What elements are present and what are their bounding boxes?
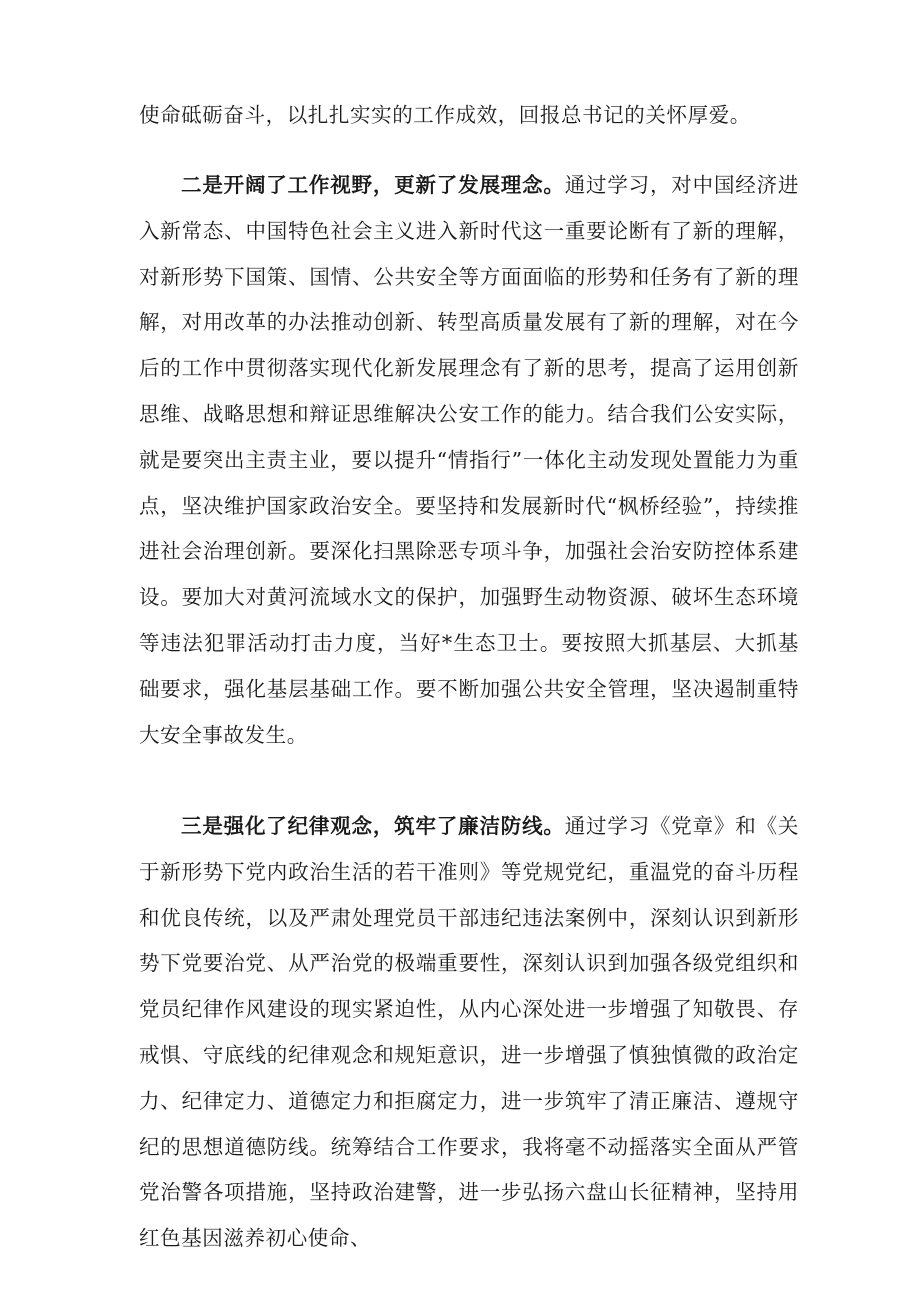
paragraph-2-lead: 二是开阔了工作视野，更新了发展理念。	[181, 173, 565, 197]
paragraph-3-body: 通过学习《党章》和《关于新形势下党内政治生活的若干准则》等党规党纪，重温党的奋斗历程和优良传统，以及严肃处理党员干部违纪违法案例中，深刻认识到新形势下党要治党、从严治党的极端重要性，深刻认识到加强各级党组织和党员纪律作风建设的现实紧迫性，从内心深处进一步增强了知敬畏、存戒惧、守底线的纪律观念和规矩意识，进一步增强了慎独慎微的政治定力、纪律定力、道德定力和拒腐定力，进一步筑牢了清正廉洁、遵规守纪的思想道德防线。统筹结合工作要求，我将毫不动摇落实全面从严管党治警各项措施，坚持政治建警，进一步弘扬六盘山长征精神，坚持用红色基因滋养初心使命、	[139, 814, 799, 1251]
paragraph-2-body: 通过学习，对中国经济进入新常态、中国特色社会主义进入新时代这一重要论断有了新的理解，对新形势下国策、国情、公共安全等方面面临的形势和任务有了新的理解，对用改革的办法推动创新、转型高质量发展有了新的理解，对在今后的工作中贯彻落实现代化新发展理念有了新的思考，提高了运用创新思维、战略思想和辩证思维解决公安工作的能力。结合我们公安实际，就是要突出主责主业，要以提升“情指行”一体化主动发现处置能力为重点，坚决维护国家政治安全。要坚持和发展新时代“枫桥经验”，持续推进社会治理创新。要深化扫黑除恶专项斗争，加强社会治安防控体系建设。要加大对黄河流域水文的保护，加强野生动物资源、破坏生态环境等违法犯罪活动打击力度，当好*生态卫士。要按照大抓基层、大抓基础要求，强化基层基础工作。要不断加强公共安全管理，坚决遏制重特大安全事故发生。	[139, 173, 799, 747]
paragraph-work-vision	[139, 163, 799, 758]
paragraph-discipline	[139, 804, 799, 1262]
paragraph-continuation	[139, 93, 799, 139]
paragraph-1-body: 使命砥砺奋斗，以扎扎实实的工作成效，回报总书记的关怀厚爱。	[139, 103, 751, 127]
paragraph-3-lead: 三是强化了纪律观念，筑牢了廉洁防线。	[181, 814, 565, 838]
